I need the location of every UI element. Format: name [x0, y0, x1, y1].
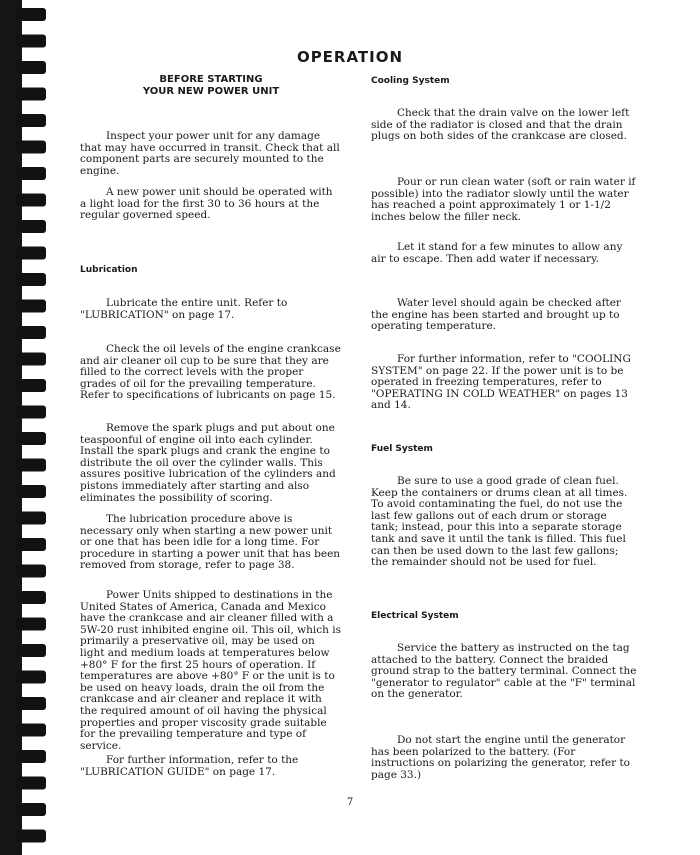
paragraph-let-stand: Let it stand for a few minutes to allow any air to escape. Then add water if necessary. — [371, 241, 623, 265]
paragraph-lubrication-procedure: The lubrication procedure above is necessary only when starting a new power unit or one that has been idle for a long time. For procedure in starting a power unit that has been removed from storage, refer to page 38. — [80, 513, 341, 572]
binding-ring — [16, 114, 46, 127]
binding-ring — [16, 35, 46, 48]
page-number: 7 — [346, 797, 354, 808]
binding-ring — [16, 220, 46, 233]
binding-ring — [16, 512, 46, 525]
paragraph-water-level: Water level should again be checked after the engine has been started and brought up to operating temperature. — [371, 297, 621, 333]
binding-ring — [16, 273, 46, 286]
binding-ring — [16, 724, 46, 737]
paragraph-cooling-reference: For further information, refer to "COOLING SYSTEM" on page 22. If the power unit is to be operated in freezing temperatures, refer to "OPERATING IN COLD WEATHER" on pages 13 and 14. — [371, 353, 631, 412]
binding-ring — [16, 485, 46, 498]
binding-ring — [16, 671, 46, 684]
binding-ring — [16, 379, 46, 392]
paragraph-generator-polarize: Do not start the engine until the generator has been polarized to the battery. (For instructions on polarizing the generator, refer to page 33.) — [371, 734, 630, 781]
binding-ring — [16, 247, 46, 260]
binding-ring — [16, 459, 46, 472]
binding-ring — [16, 777, 46, 790]
section-heading-before-starting: BEFORE STARTING YOUR NEW POWER UNIT — [142, 74, 280, 97]
paragraph-battery: Service the battery as instructed on the tag attached to the battery. Connect the braided ground strap to the battery terminal. Connect the "generator to regulator" cable at the "F" terminal on the generator. — [371, 642, 637, 701]
paragraph-shipping-oil: Power Units shipped to destinations in the United States of America, Canada and Mexico have the crankcase and air cleaner filled with a 5W-20 rust inhibited engine oil. This oil, which is primarily a preservative oil, may be used on light and medium loads at temperatures below +80° F for the first 25 hours of operation. If temperatures are above +80° F or the unit is to be used on heavy loads, drain the oil from the crankcase and air cleaner and replace it with the required amount of oil having the physical properties and proper viscosity grade suitable for the prevailing temperature and type of service. — [80, 589, 341, 752]
binding-ring — [16, 432, 46, 445]
binding-ring — [16, 167, 46, 180]
binding-ring — [16, 353, 46, 366]
paragraph-lubrication-guide: For further information, refer to the "LUBRICATION GUIDE" on page 17. — [80, 754, 299, 778]
binding-ring — [16, 194, 46, 207]
binding-ring — [16, 644, 46, 657]
page-title: OPERATION — [296, 48, 404, 66]
paragraph-clean-fuel: Be sure to use a good grade of clean fuel. Keep the containers or drums clean at all times. To avoid contaminating the fuel, do not use the last few gallons out of each drum or storage tank; instead, pour this into a separate storage tank and save it until the tank is filled. This fuel can then be used down to the last few gallons; the remainder should not be used for fuel. — [371, 475, 628, 569]
binding-ring — [16, 697, 46, 710]
paragraph-drain-valve: Check that the drain valve on the lower left side of the radiator is closed and that the drain plugs on both sides of the crankcase are closed. — [371, 107, 630, 143]
binding-ring — [16, 141, 46, 154]
spiral-binding — [0, 0, 60, 855]
binding-ring — [16, 406, 46, 419]
paragraph-new-unit: A new power unit should be operated with a light load for the first 30 to 36 hours at the regular governed speed. — [80, 186, 333, 222]
paragraph-inspect: Inspect your power unit for any damage that may have occurred in transit. Check that all component parts are securely mounted to the engine. — [80, 130, 340, 177]
binding-ring — [16, 88, 46, 101]
binding-ring — [16, 326, 46, 339]
binding-ring — [16, 300, 46, 313]
section-heading-lubrication: Lubrication — [80, 265, 138, 275]
binding-ring — [16, 750, 46, 763]
section-heading-electrical-system: Electrical System — [371, 611, 459, 621]
binding-ring — [16, 8, 46, 21]
binding-ring — [16, 618, 46, 631]
paragraph-pour-water: Pour or run clean water (soft or rain water if possible) into the radiator slowly until the water has reached a point approximately 1 or 1-1/2 inches below the filler neck. — [371, 176, 636, 223]
paragraph-lubricate: Lubricate the entire unit. Refer to "LUBRICATION" on page 17. — [80, 297, 288, 321]
binding-ring — [16, 565, 46, 578]
paragraph-spark-plugs: Remove the spark plugs and put about one teaspoonful of engine oil into each cylinder. Install the spark plugs and crank the engine to distribute the oil over the cylinder walls. This assures positive lubrication of the cylinders and pistons immediately after starting and also eliminates the possibility of scoring. — [80, 422, 336, 504]
section-heading-fuel-system: Fuel System — [371, 444, 433, 454]
paragraph-oil-levels: Check the oil levels of the engine crankcase and air cleaner oil cup to be sure that they are filled to the correct levels with the proper grades of oil for the prevailing temperature. Refer to specifications of lubricants on page 15. — [80, 343, 341, 402]
binding-ring — [16, 538, 46, 551]
section-heading-cooling-system: Cooling System — [371, 76, 450, 86]
binding-ring — [16, 591, 46, 604]
binding-ring — [16, 830, 46, 843]
